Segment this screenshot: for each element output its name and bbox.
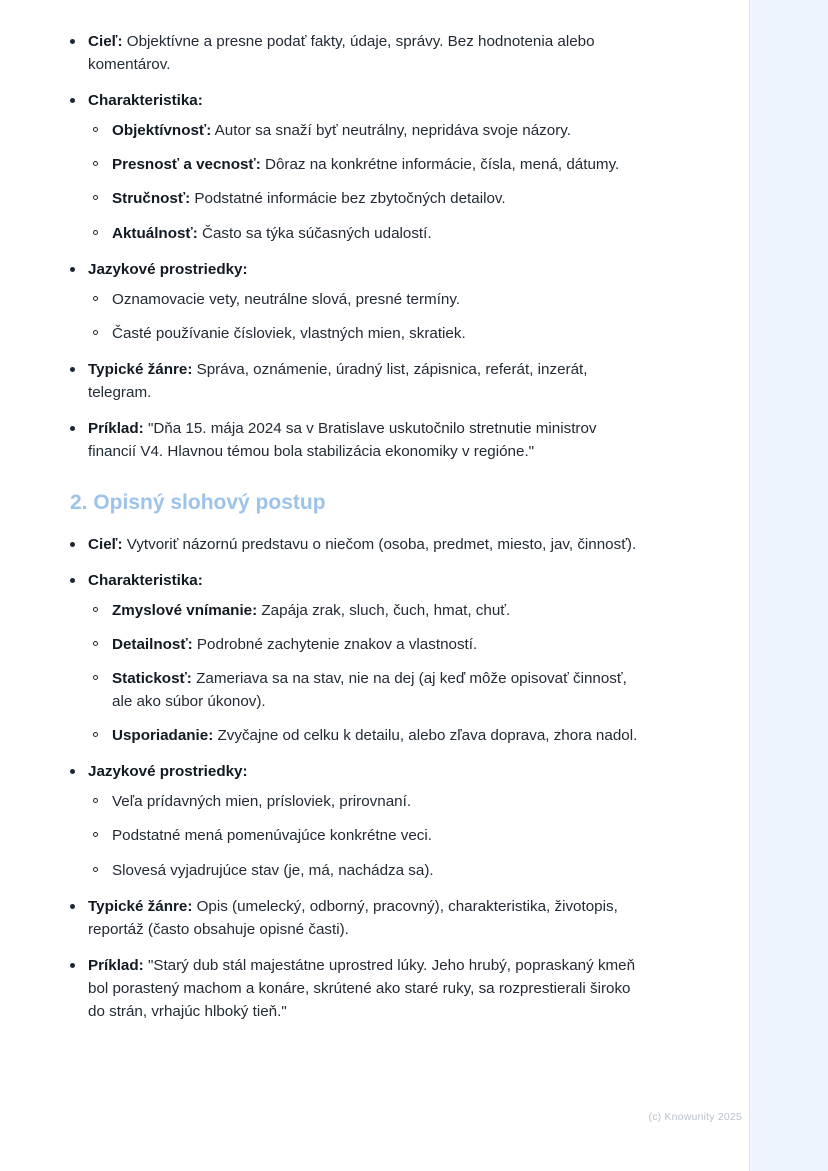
list-item-label: Presnosť a vecnosť:	[112, 156, 261, 174]
list-item	[64, 533, 638, 556]
list-item-label: Stručnosť:	[112, 190, 191, 208]
list-item-text: "Starý dub stál majestátne uprostred lúky. Jeho hrubý, popraskaný kmeň bol porastený machom a konáre, skrútené ako staré ruky, sa rozprestierali široko do strán, vrhajúc hlboký tieň."	[88, 956, 636, 1021]
list-item-text: Objektívne a presne podať fakty, údaje, správy. Bez hodnotenia alebo komentárov.	[88, 33, 595, 74]
list-item-label: Statickosť:	[112, 669, 192, 687]
section-heading: 2. Opisný slohový postup	[70, 491, 326, 515]
list-item-label: Typické žánre:	[88, 360, 193, 378]
list-item-text: Zapája zrak, sluch, čuch, hmat, chuť.	[257, 601, 511, 619]
list-item-text: Slovesá vyjadrujúce stav (je, má, nachádza sa).	[112, 861, 434, 879]
list-item-label: Cieľ:	[88, 535, 123, 553]
list-item-text: Dôraz na konkrétne informácie, čísla, mená, dátumy.	[260, 156, 620, 174]
list-item	[64, 895, 638, 941]
list-item-label: Objektívnosť:	[112, 122, 212, 140]
list-item	[88, 187, 638, 210]
list-item-text: Podstatné mená pomenúvajúce konkrétne veci.	[112, 827, 432, 845]
list-item-label: Príklad:	[88, 420, 144, 438]
list-item	[64, 569, 638, 748]
list-item-text: Časté používanie čísloviek, vlastných mien, skratiek.	[112, 324, 466, 342]
list-item	[88, 633, 638, 656]
list-item-text: Autor sa snaží byť neutrálny, nepridáva svoje názory.	[211, 122, 571, 140]
list-item-label: Usporiadanie:	[112, 727, 214, 745]
sublist	[88, 288, 638, 345]
list-item-label: Typické žánre:	[88, 897, 193, 915]
list-item-label: Cieľ:	[88, 33, 123, 50]
list-item-text: Opis (umelecký, odborný, pracovný), charakteristika, životopis, reportáž (často obsahuje opisné časti).	[88, 897, 618, 938]
list-item	[88, 724, 638, 747]
list-item	[64, 954, 638, 1023]
list-item-label: Jazykové prostriedky:	[88, 763, 248, 781]
list-item-label: Jazykové prostriedky:	[88, 260, 248, 278]
list-item	[64, 358, 638, 404]
list-item-text: Vytvoriť názornú predstavu o niečom (osoba, predmet, miesto, jav, činnosť).	[122, 535, 637, 553]
sublist	[88, 790, 638, 881]
list-item-text: Často sa týka súčasných udalostí.	[197, 224, 432, 242]
list-item	[64, 258, 638, 345]
list-item-text: Podstatné informácie bez zbytočných detailov.	[190, 190, 506, 208]
list-item-text: Podrobné zachytenie znakov a vlastností.	[192, 635, 478, 653]
list-item-text: Oznamovacie vety, neutrálne slová, presné termíny.	[112, 290, 461, 308]
list-item	[64, 760, 638, 881]
sublist	[88, 599, 638, 747]
list-item-text: Zameriava sa na stav, nie na dej (aj keď môže opisovať činnosť, ale ako súbor úkonov).	[112, 669, 627, 711]
list-item-label: Zmyslové vnímanie:	[112, 601, 258, 619]
list-item-label: Príklad:	[88, 956, 144, 974]
list-item-label: Aktuálnosť:	[112, 224, 198, 242]
list-item-label: Charakteristika:	[88, 571, 203, 589]
list-item	[88, 222, 638, 245]
list-item	[88, 667, 638, 713]
sublist	[88, 119, 638, 244]
list-item	[88, 322, 638, 345]
list-item	[88, 599, 638, 622]
list-item	[88, 790, 638, 813]
list-item	[64, 30, 638, 76]
list-item	[88, 119, 638, 142]
list-item-text: Veľa prídavných mien, prísloviek, prirovnaní.	[112, 793, 412, 811]
list-block-2	[64, 533, 638, 1024]
list-block-1	[64, 30, 638, 463]
list-item	[64, 417, 638, 463]
list-item-label: Charakteristika:	[88, 92, 203, 110]
list-item-text: Správa, oznámenie, úradný list, zápisnica, referát, inzerát, telegram.	[88, 360, 588, 402]
list-item-text: "Dňa 15. mája 2024 sa v Bratislave uskutočnilo stretnutie ministrov financií V4. Hlavnou témou bola stabilizácia ekonomiky v regióne."	[88, 420, 597, 461]
list-item	[88, 153, 638, 176]
list-item	[88, 859, 638, 882]
watermark: (c) Knowunity 2025	[648, 1111, 742, 1123]
list-item	[88, 824, 638, 847]
list-item	[88, 288, 638, 311]
list-item	[64, 89, 638, 244]
list-item-text: Zvyčajne od celku k detailu, alebo zľava doprava, zhora nadol.	[213, 727, 638, 745]
list-item-label: Detailnosť:	[112, 635, 193, 653]
